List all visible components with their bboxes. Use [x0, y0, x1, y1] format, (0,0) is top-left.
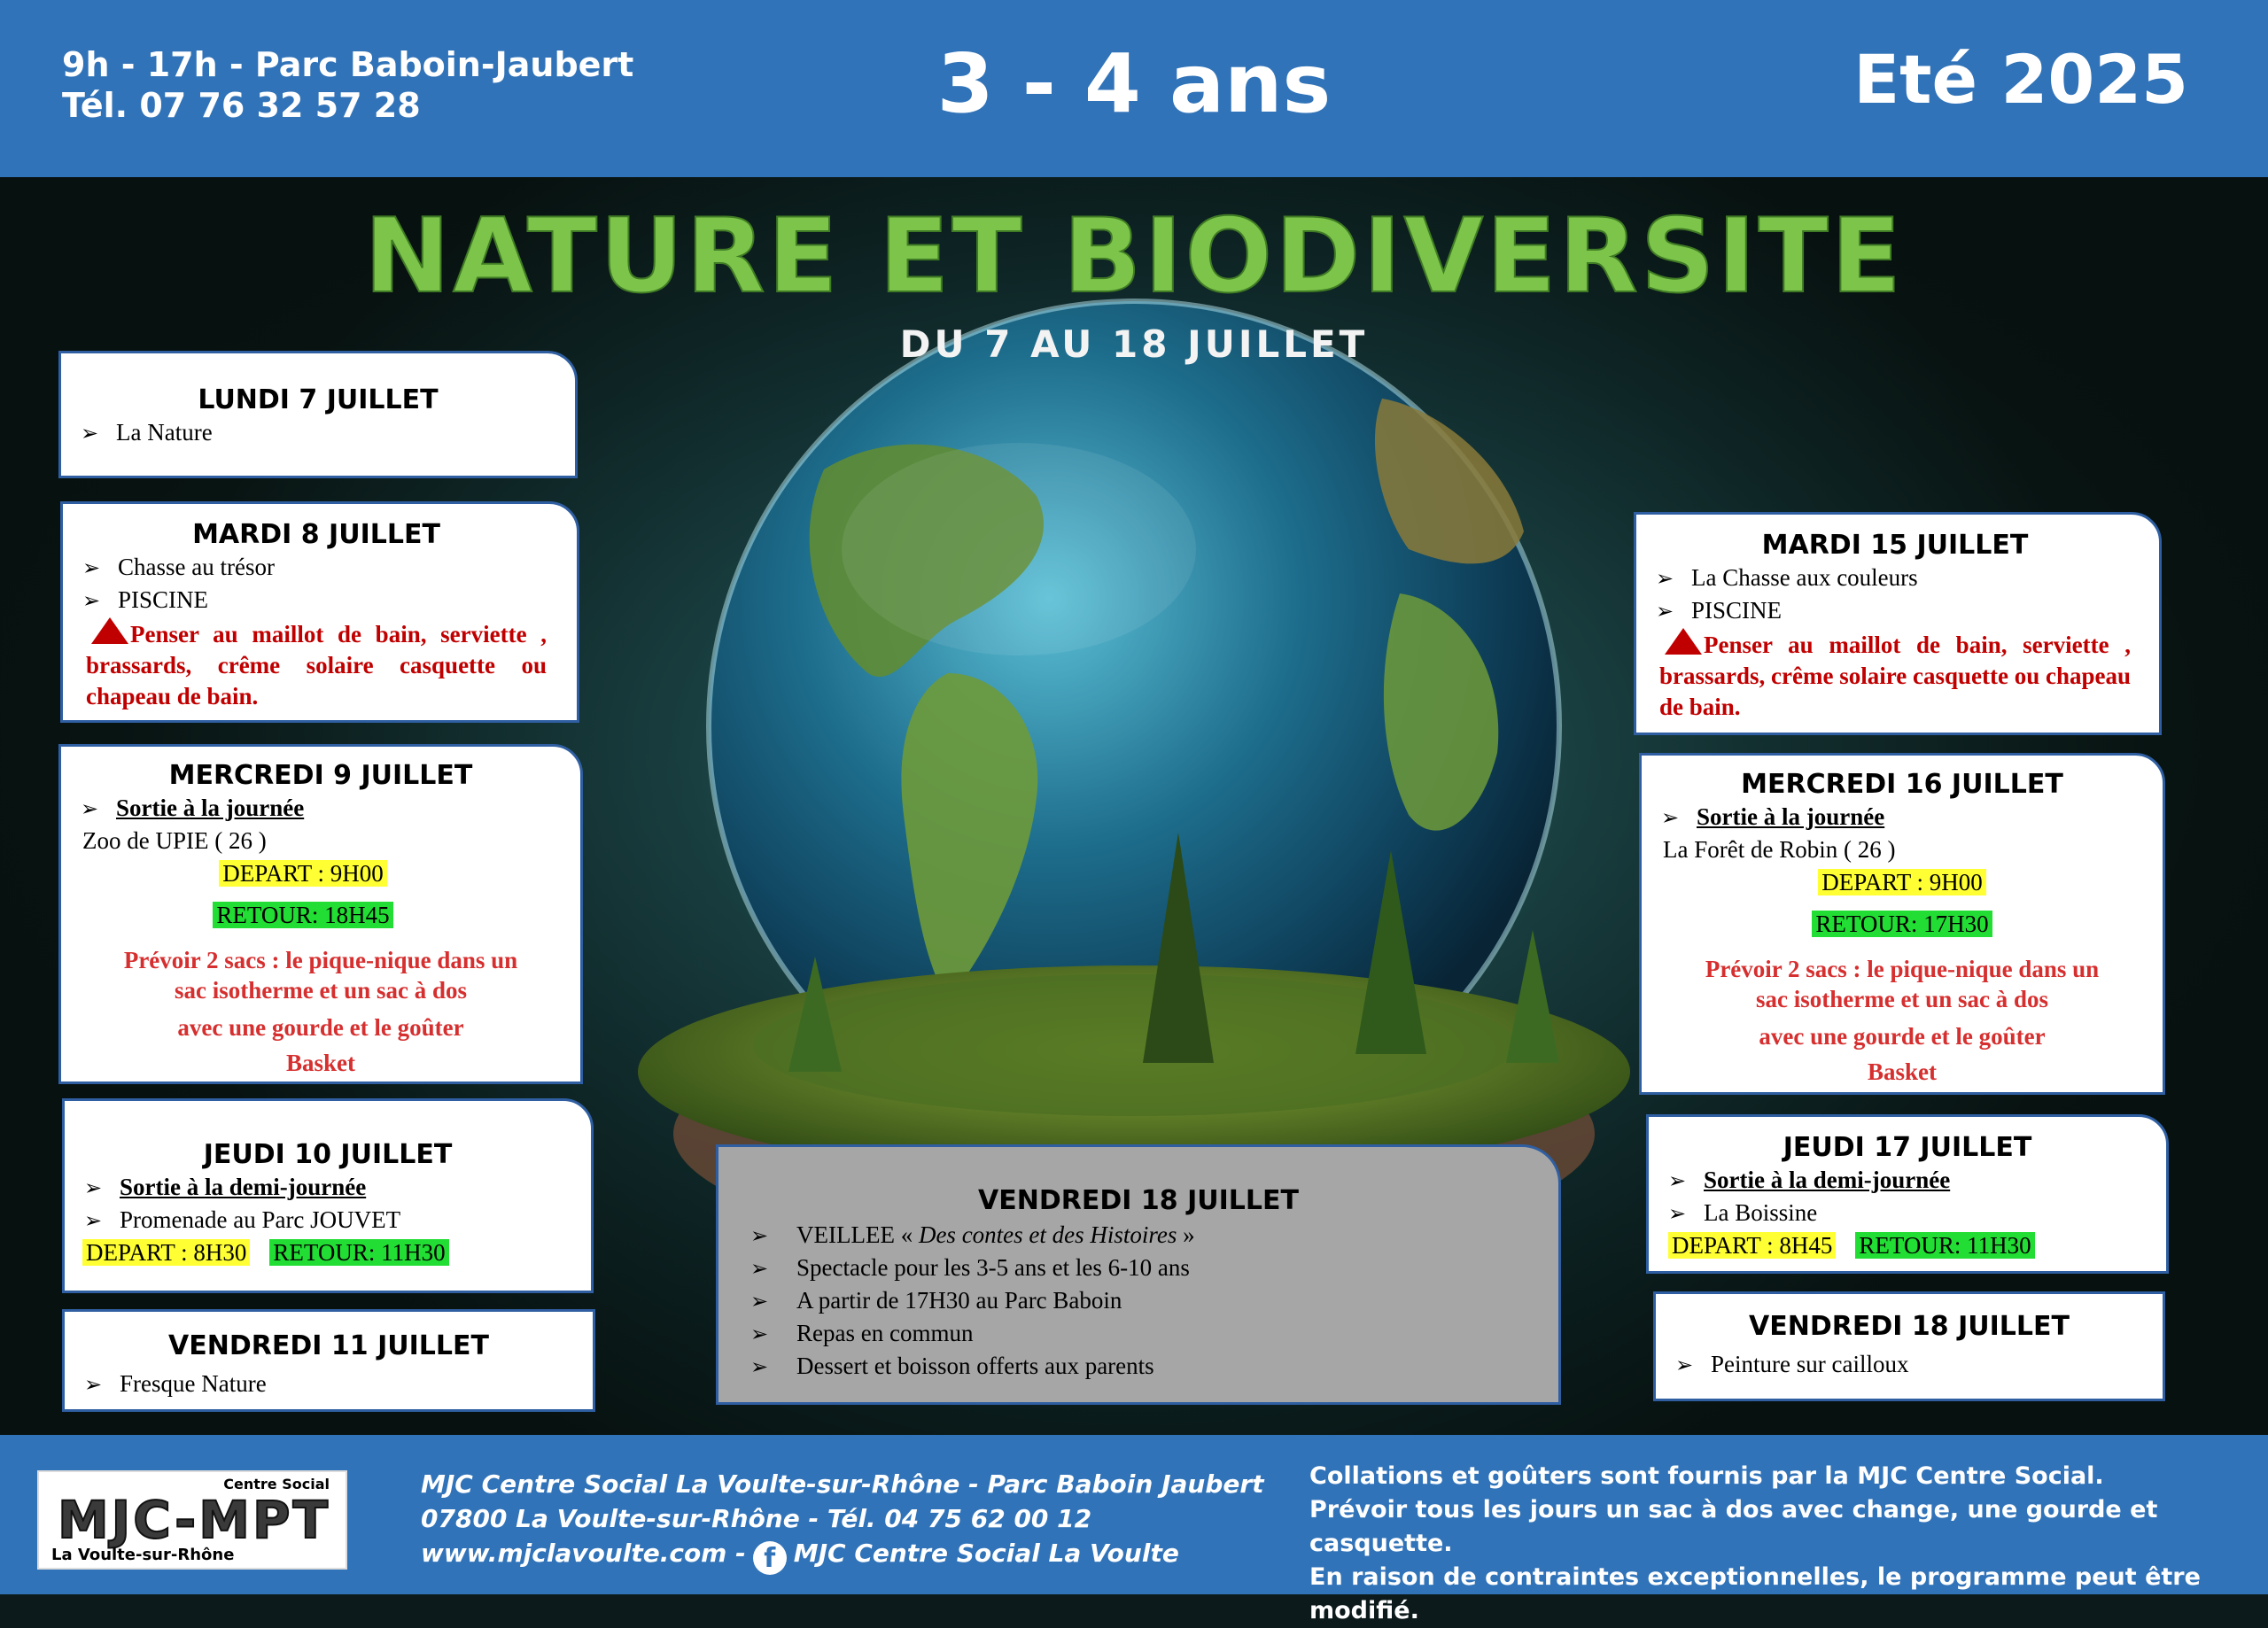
note-bag: Prévoir tous les jours un sac à dos avec change, une gourde et casquette.	[1309, 1496, 2158, 1557]
day-title: JEUDI 17 JUILLET	[1783, 1132, 2032, 1163]
facebook-icon: f	[753, 1541, 787, 1575]
day-title: LUNDI 7 JUILLET	[198, 384, 439, 415]
arrow-bullet-icon: ➢	[750, 1291, 769, 1314]
outing-type: ➢ Sortie à la journée	[1642, 802, 2163, 834]
activity-item: ➢ Peinture sur cailloux	[1656, 1349, 2163, 1382]
activity-item: ➢ Fresque Nature	[65, 1368, 593, 1401]
departure-time: DEPART : 8H30	[82, 1239, 250, 1266]
packing-note: Prévoir 2 sacs : le pique-nique dans un sac isotherme et un sac à dos avec une gourde et le goûter Basket	[123, 947, 518, 1076]
note-snacks: Collations et goûters sont fournis par la MJC Centre Social.	[1309, 1462, 2104, 1490]
footer-notes	[1309, 1460, 2268, 1628]
warning-triangle-icon	[91, 617, 128, 644]
age-group: 3 - 4 ans	[936, 36, 1332, 131]
footer-contact	[421, 1467, 1264, 1575]
arrow-bullet-icon: ➢	[84, 1374, 103, 1397]
arrow-bullet-icon: ➢	[1675, 1354, 1694, 1377]
logo-caption-bottom: La Voulte-sur-Rhône	[51, 1546, 235, 1564]
arrow-bullet-icon: ➢	[750, 1225, 769, 1248]
card-vendredi-18-evening	[716, 1144, 1561, 1405]
website-link[interactable]: www.mjclavoulte.com -	[421, 1539, 746, 1568]
card-jeudi-17	[1646, 1114, 2169, 1274]
arrow-bullet-icon: ➢	[1668, 1203, 1687, 1226]
card-vendredi-18	[1653, 1291, 2165, 1401]
note-changes: En raison de contraintes exceptionnelles, le programme peut être modifié.	[1309, 1563, 2201, 1624]
activity-item: ➢ A partir de 17H30 au Parc Baboin	[743, 1285, 1558, 1318]
arrow-bullet-icon: ➢	[81, 423, 99, 446]
warning-triangle-icon	[1665, 628, 1702, 655]
arrow-bullet-icon: ➢	[750, 1258, 769, 1281]
activity-item: ➢ Repas en commun	[743, 1318, 1558, 1351]
arrow-bullet-icon: ➢	[84, 1177, 103, 1200]
return-time: RETOUR: 17H30	[1812, 911, 1992, 937]
activity-item: ➢ Chasse au trésor	[63, 552, 547, 585]
activity-item: ➢ La Boissine	[1649, 1198, 2166, 1230]
mjc-logo	[37, 1470, 347, 1570]
logo-wordmark: MJC-MPT	[57, 1490, 331, 1550]
return-time: RETOUR: 11H30	[1855, 1232, 2034, 1259]
outing-place: Zoo de UPIE ( 26 )	[82, 827, 267, 854]
day-title: VENDREDI 11 JUILLET	[168, 1330, 489, 1361]
arrow-bullet-icon: ➢	[81, 798, 99, 821]
arrow-bullet-icon: ➢	[1656, 601, 1674, 624]
activity-item: ➢ Dessert et boisson offerts aux parents	[743, 1351, 1558, 1384]
day-title: MERCREDI 9 JUILLET	[168, 760, 473, 791]
return-time: RETOUR: 11H30	[269, 1239, 448, 1266]
logo-caption-top: Centre Social	[223, 1476, 330, 1492]
arrow-bullet-icon: ➢	[1661, 807, 1680, 830]
day-title: MERCREDI 16 JUILLET	[1741, 769, 2063, 800]
phone-number: Tél. 07 76 32 57 28	[62, 86, 421, 125]
outing-type: ➢ Sortie à la journée	[61, 793, 580, 826]
departure-time: DEPART : 9H00	[219, 860, 386, 887]
activity-item: ➢ La Nature	[61, 417, 575, 450]
departure-time: DEPART : 9H00	[1818, 869, 1985, 895]
facebook-link[interactable]: MJC Centre Social La Voulte	[793, 1539, 1179, 1568]
day-title: VENDREDI 18 JUILLET	[1749, 1311, 2070, 1342]
arrow-bullet-icon: ➢	[750, 1356, 769, 1379]
card-lundi-7	[58, 351, 578, 478]
day-title: MARDI 8 JUILLET	[192, 519, 440, 550]
opening-hours: 9h - 17h - Parc Baboin-Jaubert	[62, 45, 634, 84]
arrow-bullet-icon: ➢	[82, 557, 101, 580]
activity-item: ➢ La Chasse aux couleurs	[1636, 562, 2131, 595]
return-time: RETOUR: 18H45	[213, 902, 392, 928]
address-line-2: 07800 La Voulte-sur-Rhône - Tél. 04 75 62 00 12	[421, 1504, 1092, 1533]
arrow-bullet-icon: ➢	[750, 1323, 769, 1346]
packing-note: Prévoir 2 sacs : le pique-nique dans un sac isotherme et un sac à dos avec une gourde et le goûter Basket	[1705, 956, 2100, 1085]
outing-place: La Forêt de Robin ( 26 )	[1663, 836, 1896, 863]
activity-item: ➢ Promenade au Parc JOUVET	[65, 1205, 591, 1237]
footer-banner	[0, 1435, 2268, 1624]
card-vendredi-11	[62, 1309, 595, 1412]
day-title: VENDREDI 18 JUILLET	[978, 1185, 1299, 1216]
departure-time: DEPART : 8H45	[1668, 1232, 1836, 1259]
card-mercredi-16	[1639, 753, 2165, 1095]
warning-note: Penser au maillot de bain, serviette , brassards, crême solaire casquette ou chapeau de bain.	[1659, 628, 2131, 723]
date-range: DU 7 AU 18 JUILLET	[899, 322, 1369, 366]
day-title: JEUDI 10 JUILLET	[203, 1139, 453, 1170]
arrow-bullet-icon: ➢	[1656, 568, 1674, 591]
warning-note: Penser au maillot de bain, serviette , brassards, crême solaire casquette ou chapeau de bain.	[86, 617, 547, 712]
arrow-bullet-icon: ➢	[84, 1210, 103, 1233]
season-label: Eté 2025	[1853, 40, 2188, 119]
arrow-bullet-icon: ➢	[82, 590, 101, 613]
outing-type: ➢ Sortie à la demi-journée	[1649, 1165, 2166, 1198]
activity-item: ➢ Spectacle pour les 3-5 ans et les 6-10 ans	[743, 1252, 1558, 1285]
activity-item: ➢ VEILLEE « Des contes et des Histoires »	[743, 1220, 1558, 1252]
day-title: MARDI 15 JUILLET	[1761, 530, 2029, 561]
arrow-bullet-icon: ➢	[1668, 1170, 1687, 1193]
activity-item: ➢ PISCINE	[1636, 595, 2131, 628]
address-line-1: MJC Centre Social La Voulte-sur-Rhône - Parc Baboin Jaubert	[421, 1469, 1264, 1499]
activity-item: ➢ PISCINE	[63, 585, 547, 617]
outing-type: ➢ Sortie à la demi-journée	[65, 1172, 591, 1205]
page-title: NATURE ET BIODIVERSITE	[364, 197, 1904, 316]
card-mardi-8	[60, 501, 579, 723]
header-banner	[0, 0, 2268, 177]
card-mardi-15	[1634, 512, 2162, 735]
card-mercredi-9	[58, 744, 583, 1084]
card-jeudi-10	[62, 1098, 594, 1293]
